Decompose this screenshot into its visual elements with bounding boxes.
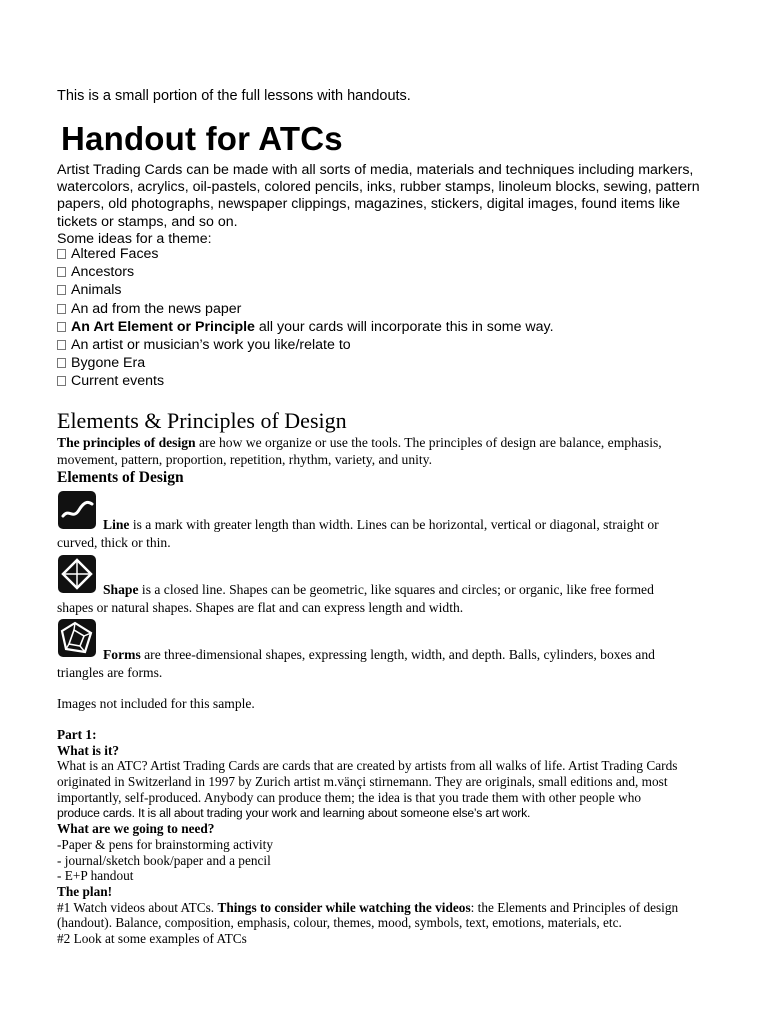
what-line: What is an ATC? Artist Trading Cards are cards that are created by artists from all walks of life. Artist Trading Cards [57, 758, 678, 774]
what-heading: What is it? [57, 742, 120, 758]
principles-paragraph: The principles of design are how we organize or use the tools. The principles of design are balance, emphasis, movement, pattern, proportion, repetition, rhythm, variety, and unity. [57, 435, 662, 467]
list-item: An ad from the news paper [57, 300, 554, 318]
shape-definition: Shape is a closed line. Shapes can be geometric, like squares and circles; or organic, like free formed shapes or natural shapes. Shapes are flat and can express length and width. [57, 582, 654, 615]
checkbox-glyph-icon [57, 285, 66, 295]
checkbox-glyph-icon [57, 322, 66, 332]
list-item: An artist or musician’s work you like/relate to [57, 336, 554, 354]
plan-step-1-cont: (handout). Balance, composition, emphasis, colour, themes, mood, symbols, text, emotions, materials, etc. [57, 915, 622, 931]
line-definition: Line is a mark with greater length than width. Lines can be horizontal, vertical or diagonal, straight or curved, thick or thin. [57, 517, 659, 550]
intro-text: This is a small portion of the full lessons with handouts. [57, 88, 411, 104]
need-item: -Paper & pens for brainstorming activity [57, 836, 274, 852]
list-item: Ancestors [57, 263, 554, 281]
list-item: Altered Faces [57, 245, 554, 263]
checkbox-glyph-icon [57, 249, 66, 259]
elements-heading: Elements of Design [57, 469, 184, 486]
checkbox-glyph-icon [57, 304, 66, 314]
list-item: Animals [57, 281, 554, 299]
checkbox-glyph-icon [57, 267, 66, 277]
theme-list [57, 245, 554, 391]
need-item: - E+P handout [57, 868, 134, 884]
checkbox-glyph-icon [57, 376, 66, 386]
part1-section [57, 727, 737, 947]
list-item: An Art Element or Principle all your cards will incorporate this in some way. [57, 318, 554, 336]
list-item: Bygone Era [57, 354, 554, 372]
what-line: produce cards. It is all about trading your work and learning about someone else’s art work. [57, 805, 531, 820]
checkbox-glyph-icon [57, 358, 66, 368]
intro-paragraph [57, 162, 717, 248]
plan-step-1: #1 Watch videos about ATCs. Things to consider while watching the videos: the Elements and Principles of design [57, 899, 679, 915]
paragraph-line: watercolors, acrylics, oil-pastels, colored pencils, inks, rubber stamps, linoleum blocks, sewing, pattern [57, 179, 700, 196]
need-item: - journal/sketch book/paper and a pencil [57, 852, 271, 868]
list-item: Current events [57, 372, 554, 390]
part-heading: Part 1: [57, 727, 97, 742]
paragraph-line: Artist Trading Cards can be made with all sorts of media, materials and techniques including markers, [57, 162, 694, 178]
paragraph-line: papers, old photographs, newspaper clippings, magazines, stickers, digital images, found items like [57, 196, 681, 213]
forms-definition: Forms are three-dimensional shapes, expressing length, width, and depth. Balls, cylinders, boxes and triangles are forms. [57, 647, 655, 680]
what-line: originated in Switzerland in 1997 by Zurich artist m.vänçi stirnemann. They are originals, small editions and, most [57, 774, 668, 790]
paragraph-line: tickets or stamps, and so on. [57, 213, 238, 230]
design-heading: Elements & Principles of Design [57, 408, 347, 433]
what-line: importantly, self-produced. Anybody can produce them; the idea is that you trade them with other people who [57, 789, 642, 805]
checkbox-glyph-icon [57, 340, 66, 350]
plan-step-2: #2 Look at some examples of ATCs [57, 931, 247, 947]
plan-heading: The plan! [57, 884, 113, 900]
theme-ideas-label: Some ideas for a theme: [57, 230, 212, 247]
page-title: Handout for ATCs [61, 120, 343, 157]
images-note: Images not included for this sample. [57, 696, 255, 711]
need-heading: What are we going to need? [57, 821, 215, 837]
